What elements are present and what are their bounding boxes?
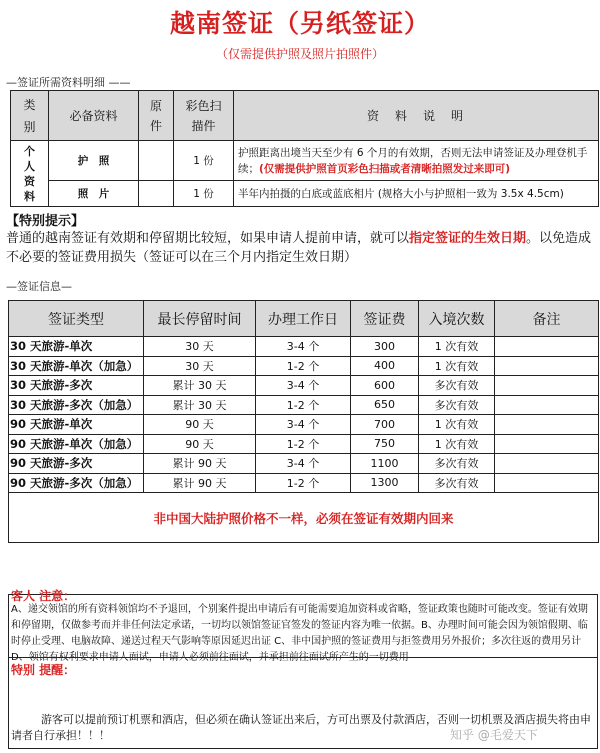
material-desc-highlight: (仅需提供护照首页彩色扫描或者清晰拍照发过来即可): [259, 162, 511, 175]
processing-days-cell: 1-2 个: [256, 356, 351, 376]
visa-footer-note: 非中国大陆护照价格不一样，必须在签证有效期内回来: [9, 493, 599, 543]
max-stay-cell: 累计 30 天: [144, 376, 256, 396]
header-notes: [234, 91, 599, 141]
entries-cell: 多次有效: [419, 454, 495, 474]
tip-text-before: 普通的越南签证有效期和停留期比较短，如果申请人提前申请，就可以: [6, 231, 410, 246]
page-subtitle: （仅需提供护照及照片拍照件）: [215, 47, 384, 61]
remarks-cell: [495, 415, 599, 435]
material-desc: 半年内拍摄的白底或蓝底相片 (规格大小与护照相一致为 3.5x 4.5cm): [234, 181, 599, 207]
entries-cell: 1 次有效: [419, 434, 495, 454]
processing-days-cell: 1-2 个: [256, 473, 351, 493]
material-count: 1 份: [174, 181, 234, 207]
customer-note-title: 客人 注意：: [11, 589, 76, 603]
fee-cell: 700: [351, 415, 419, 435]
materials-table: [10, 90, 599, 207]
visa-table: [8, 300, 599, 543]
fee-cell: 300: [351, 337, 419, 357]
remarks-cell: [495, 473, 599, 493]
header-processing-days: 办理工作日: [256, 301, 351, 337]
entries-cell: 多次有效: [419, 376, 495, 396]
visa-header-row: [9, 301, 599, 337]
max-stay-cell: 90 天: [144, 434, 256, 454]
max-stay-cell: 累计 30 天: [144, 395, 256, 415]
max-stay-cell: 90 天: [144, 415, 256, 435]
tip-body: [6, 229, 596, 267]
visa-row: [9, 434, 599, 454]
visa-row: [9, 395, 599, 415]
material-name: 照 片: [49, 181, 139, 207]
visa-row: [9, 473, 599, 493]
visa-type-cell: 30 天旅游-多次: [9, 376, 144, 396]
visa-row: [9, 454, 599, 474]
material-name: 护 照: [49, 141, 139, 181]
tip-text-after: 。以免造成不必要的签证费用损失（签证可以在三个月内指定生效日期）: [6, 231, 592, 265]
fee-cell: 600: [351, 376, 419, 396]
visa-row: [9, 376, 599, 396]
header-visa-type: 签证类型: [9, 301, 144, 337]
visa-rows: [9, 337, 599, 493]
max-stay-cell: 30 天: [144, 337, 256, 357]
visa-type-cell: 90 天旅游-多次: [9, 454, 144, 474]
visa-type-cell: 90 天旅游-单次: [9, 415, 144, 435]
max-stay-cell: 累计 90 天: [144, 454, 256, 474]
reminder-title: 特别 提醒：: [11, 663, 76, 677]
header-remarks: 备注: [495, 301, 599, 337]
material-original: [139, 141, 174, 181]
header-original: 原 件: [139, 91, 174, 141]
reminder-body: 游客可以提前预订机票和酒店，但必须在确认签证出来后，方可出票及付款酒店，否则一切机票及酒店损失将由申请者自行承担！！！: [11, 713, 591, 742]
material-row-photo: [11, 181, 599, 207]
visa-row: [9, 356, 599, 376]
visa-row: [9, 415, 599, 435]
header-category: 类 别: [11, 91, 49, 141]
visa-footer-row: [9, 493, 599, 543]
remarks-cell: [495, 376, 599, 396]
processing-days-cell: 3-4 个: [256, 415, 351, 435]
visa-type-cell: 90 天旅游-多次（加急）: [9, 473, 144, 493]
remarks-cell: [495, 395, 599, 415]
remarks-cell: [495, 454, 599, 474]
remarks-cell: [495, 356, 599, 376]
material-count: 1 份: [174, 141, 234, 181]
processing-days-cell: 3-4 个: [256, 454, 351, 474]
tip-highlight: 指定签证的生效日期: [409, 231, 527, 246]
remarks-cell: [495, 434, 599, 454]
header-required: 必备资料: [49, 91, 139, 141]
fee-cell: 750: [351, 434, 419, 454]
material-original: [139, 181, 174, 207]
max-stay-cell: 30 天: [144, 356, 256, 376]
entries-cell: 多次有效: [419, 395, 495, 415]
entries-cell: 1 次有效: [419, 337, 495, 357]
processing-days-cell: 3-4 个: [256, 376, 351, 396]
visa-type-cell: 90 天旅游-单次（加急）: [9, 434, 144, 454]
visa-type-cell: 30 天旅游-单次: [9, 337, 144, 357]
materials-section-label: —签证所需资料明细 ——: [6, 76, 131, 89]
entries-cell: 1 次有效: [419, 356, 495, 376]
header-color-scan: 彩色扫 描件: [174, 91, 234, 141]
entries-cell: 多次有效: [419, 473, 495, 493]
customer-note-box: [8, 589, 598, 663]
fee-cell: 1100: [351, 454, 419, 474]
processing-days-cell: 1-2 个: [256, 395, 351, 415]
fee-cell: 650: [351, 395, 419, 415]
category-personal: 个 人 资 料: [11, 141, 49, 207]
remarks-cell: [495, 337, 599, 357]
visa-type-cell: 30 天旅游-多次（加急）: [9, 395, 144, 415]
visa-row: [9, 337, 599, 357]
fee-cell: 1300: [351, 473, 419, 493]
visa-type-cell: 30 天旅游-单次（加急）: [9, 356, 144, 376]
processing-days-cell: 3-4 个: [256, 337, 351, 357]
material-desc: [234, 141, 599, 181]
fee-cell: 400: [351, 356, 419, 376]
tip-title: 【特别提示】: [6, 214, 85, 229]
customer-note-body: A、递交领馆的所有资料领馆均不予退回，个别案件提出申请后有可能需要追加资料或省略，签证政策也随时可能改变。签证有效期和停留期，仅做参考而并非任何法定承诺，一切均以领馆签证官签发的签证内容为唯一依据。B、办理时间可能会因为领馆假期、临时停止受理、电脑故障、递送过程天气影响等原因延迟出证 C、非中国护照的签证费用与拒签费用另外报价；多次往返的费用另计 D、领馆有权利要求申请人面试，申请人必须前往面试，并承担前往面试所产生的一切费用: [11, 604, 588, 663]
materials-header-row: [11, 91, 599, 141]
watermark: 知乎 @毛爱天下: [450, 728, 538, 742]
page-title: 越南签证（另纸签证）: [169, 9, 430, 38]
header-notes-text: 资 料 说 明: [366, 109, 465, 123]
header-max-stay: 最长停留时间: [144, 301, 256, 337]
visa-section-label: —签证信息—: [6, 280, 72, 293]
entries-cell: 1 次有效: [419, 415, 495, 435]
material-row-passport: [11, 141, 599, 181]
header-entries: 入境次数: [419, 301, 495, 337]
header-fee: 签证费: [351, 301, 419, 337]
max-stay-cell: 累计 90 天: [144, 473, 256, 493]
material-desc-text: 护照距离出境当天至少有 6 个月的有效期，否则无法申请签证及办理登机手续；: [238, 146, 588, 175]
processing-days-cell: 1-2 个: [256, 434, 351, 454]
